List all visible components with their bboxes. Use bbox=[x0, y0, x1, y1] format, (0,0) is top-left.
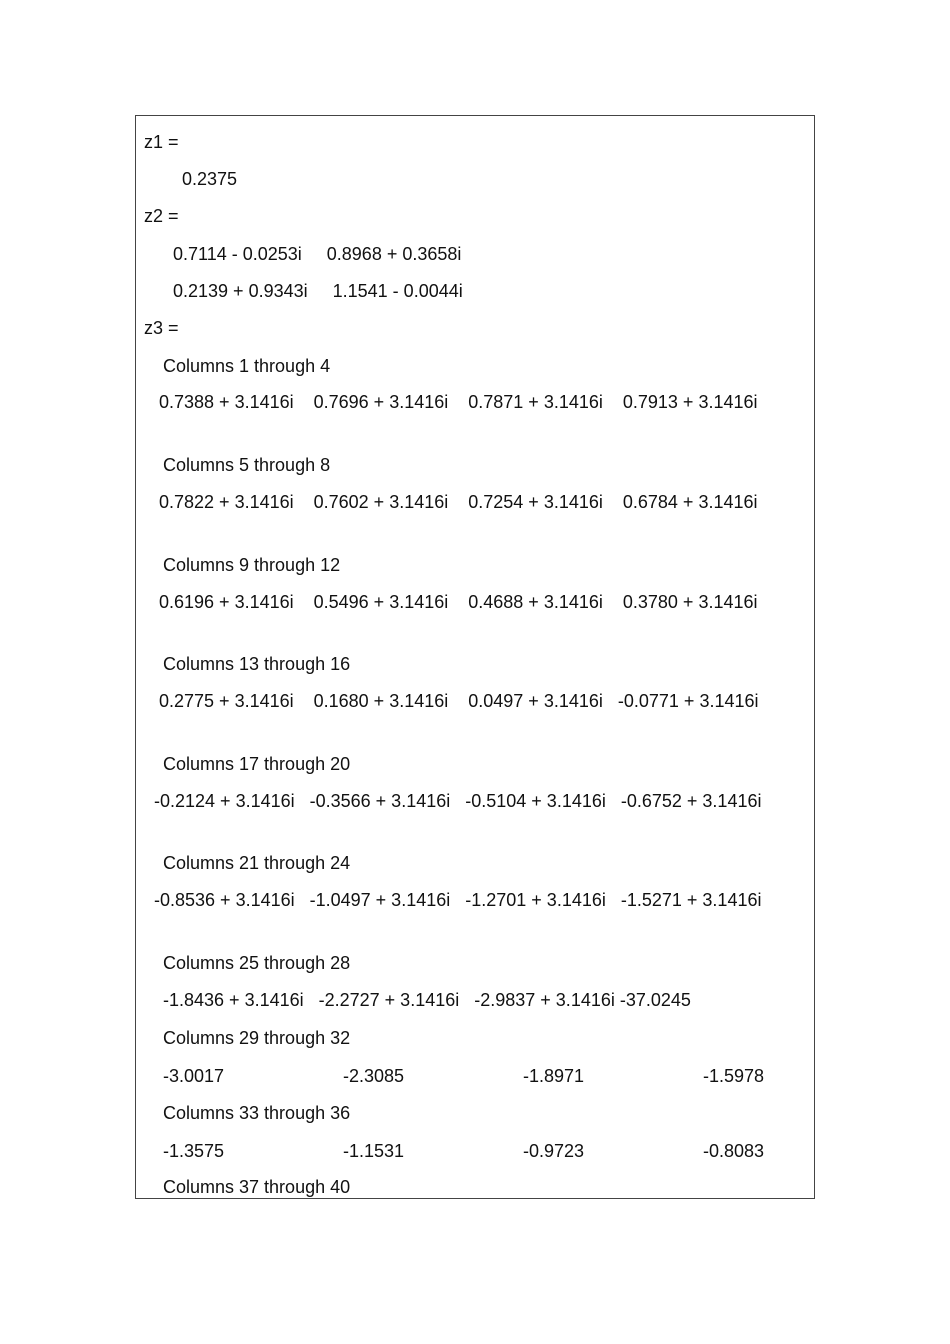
value-cell: -3.0017 bbox=[163, 1066, 225, 1086]
columns-label: Columns 13 through 16 bbox=[163, 654, 351, 674]
value-cell: -1.1531 bbox=[343, 1141, 405, 1161]
columns-label: Columns 1 through 4 bbox=[163, 356, 331, 376]
command-output-panel bbox=[135, 115, 815, 1199]
value-cell: -1.8971 bbox=[523, 1066, 585, 1086]
columns-values: 0.2775 + 3.1416i 0.1680 + 3.1416i 0.0497 + 3.1416i -0.0771 + 3.1416i bbox=[144, 691, 759, 711]
columns-label: Columns 17 through 20 bbox=[163, 754, 351, 774]
z2-row-1: 0.7114 - 0.0253i 0.8968 + 0.3658i bbox=[173, 244, 462, 264]
columns-label: Columns 29 through 32 bbox=[163, 1028, 351, 1048]
columns-values: -0.2124 + 3.1416i -0.3566 + 3.1416i -0.5104 + 3.1416i -0.6752 + 3.1416i bbox=[144, 791, 762, 811]
columns-label: Columns 25 through 28 bbox=[163, 953, 351, 973]
columns-label: Columns 9 through 12 bbox=[163, 555, 341, 575]
value-cell: -0.9723 bbox=[523, 1141, 585, 1161]
columns-values: 0.6196 + 3.1416i 0.5496 + 3.1416i 0.4688 + 3.1416i 0.3780 + 3.1416i bbox=[144, 592, 758, 612]
z3-header: z3 = bbox=[144, 318, 179, 338]
columns-values: -1.8436 + 3.1416i -2.2727 + 3.1416i -2.9837 + 3.1416i -37.0245 bbox=[163, 990, 691, 1010]
columns-label: Columns 33 through 36 bbox=[163, 1103, 351, 1123]
z2-header: z2 = bbox=[144, 206, 179, 226]
columns-values: -0.8536 + 3.1416i -1.0497 + 3.1416i -1.2701 + 3.1416i -1.5271 + 3.1416i bbox=[144, 890, 762, 910]
columns-label: Columns 21 through 24 bbox=[163, 853, 351, 873]
value-cell: -2.3085 bbox=[343, 1066, 405, 1086]
columns-values: 0.7388 + 3.1416i 0.7696 + 3.1416i 0.7871 + 3.1416i 0.7913 + 3.1416i bbox=[144, 392, 758, 412]
z2-row-2: 0.2139 + 0.9343i 1.1541 - 0.0044i bbox=[173, 281, 463, 301]
columns-values: 0.7822 + 3.1416i 0.7602 + 3.1416i 0.7254 + 3.1416i 0.6784 + 3.1416i bbox=[144, 492, 758, 512]
z1-header: z1 = bbox=[144, 132, 179, 152]
columns-label: Columns 5 through 8 bbox=[163, 455, 331, 475]
z1-value: 0.2375 bbox=[182, 169, 238, 189]
columns-label: Columns 37 through 40 bbox=[163, 1177, 351, 1197]
value-cell: -0.8083 bbox=[703, 1141, 765, 1161]
value-cell: -1.5978 bbox=[703, 1066, 765, 1086]
value-cell: -1.3575 bbox=[163, 1141, 225, 1161]
